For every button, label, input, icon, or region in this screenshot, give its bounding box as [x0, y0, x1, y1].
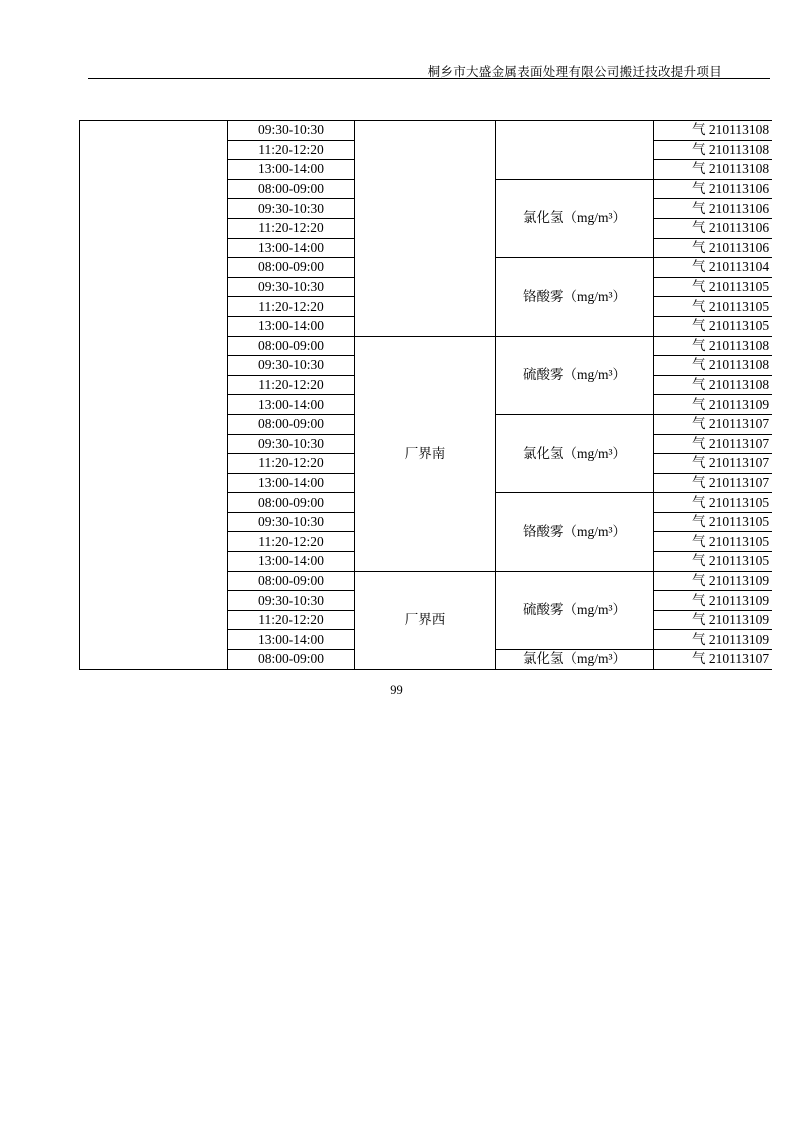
sample-id-cell: 气 210113105	[654, 297, 773, 317]
time-cell: 08:00-09:00	[228, 650, 355, 670]
time-cell: 11:20-12:20	[228, 610, 355, 630]
time-cell: 08:00-09:00	[228, 336, 355, 356]
time-cell: 13:00-14:00	[228, 473, 355, 493]
time-cell: 09:30-10:30	[228, 199, 355, 219]
time-cell: 11:20-12:20	[228, 375, 355, 395]
blank-first-column-cell	[80, 121, 228, 670]
sample-id-cell: 气 210113107	[654, 434, 773, 454]
sample-id-cell: 气 210113107	[654, 473, 773, 493]
time-cell: 13:00-14:00	[228, 316, 355, 336]
monitoring-table	[79, 120, 772, 670]
time-cell: 08:00-09:00	[228, 493, 355, 513]
sample-id-cell: 气 210113108	[654, 336, 773, 356]
sample-id-cell: 气 210113106	[654, 238, 773, 258]
pollutant-cell: 铬酸雾（mg/m³）	[496, 493, 654, 571]
sample-id-cell: 气 210113105	[654, 532, 773, 552]
pollutant-cell: 硫酸雾（mg/m³）	[496, 336, 654, 414]
pollutant-cell: 氯化氢（mg/m³）	[496, 179, 654, 257]
sample-id-cell: 气 210113108	[654, 356, 773, 376]
time-cell: 09:30-10:30	[228, 512, 355, 532]
sample-id-cell: 气 210113105	[654, 512, 773, 532]
table-row	[80, 121, 773, 141]
time-cell: 11:20-12:20	[228, 297, 355, 317]
page-header	[88, 58, 770, 79]
header-title: 桐乡市大盛金属表面处理有限公司搬迁技改提升项目	[427, 65, 722, 79]
sample-id-cell: 气 210113109	[654, 610, 773, 630]
sample-id-cell: 气 210113106	[654, 199, 773, 219]
sample-id-cell: 气 210113105	[654, 552, 773, 572]
time-cell: 08:00-09:00	[228, 179, 355, 199]
sample-id-cell: 气 210113104	[654, 258, 773, 278]
pollutant-cell: 氯化氢（mg/m³）	[496, 650, 654, 670]
time-cell: 09:30-10:30	[228, 356, 355, 376]
pollutant-cell	[496, 121, 654, 180]
time-cell: 13:00-14:00	[228, 630, 355, 650]
time-cell: 13:00-14:00	[228, 552, 355, 572]
location-cell	[355, 121, 496, 337]
monitoring-table-wrapper	[79, 120, 772, 670]
location-cell: 厂界南	[355, 336, 496, 571]
sample-id-cell: 气 210113105	[654, 316, 773, 336]
time-cell: 13:00-14:00	[228, 160, 355, 180]
sample-id-cell: 气 210113109	[654, 630, 773, 650]
sample-id-cell: 气 210113108	[654, 160, 773, 180]
location-cell: 厂界西	[355, 571, 496, 669]
pollutant-cell: 铬酸雾（mg/m³）	[496, 258, 654, 336]
monitoring-table-body	[80, 121, 773, 670]
time-cell: 08:00-09:00	[228, 414, 355, 434]
sample-id-cell: 气 210113108	[654, 121, 773, 141]
time-cell: 11:20-12:20	[228, 454, 355, 474]
sample-id-cell: 气 210113107	[654, 414, 773, 434]
sample-id-cell: 气 210113108	[654, 140, 773, 160]
sample-id-cell: 气 210113106	[654, 179, 773, 199]
sample-id-cell: 气 210113109	[654, 395, 773, 415]
page-number: 99	[390, 683, 403, 697]
time-cell: 11:20-12:20	[228, 218, 355, 238]
sample-id-cell: 气 210113106	[654, 218, 773, 238]
sample-id-cell: 气 210113109	[654, 571, 773, 591]
sample-id-cell: 气 210113107	[654, 650, 773, 670]
time-cell: 09:30-10:30	[228, 277, 355, 297]
time-cell: 11:20-12:20	[228, 532, 355, 552]
time-cell: 08:00-09:00	[228, 571, 355, 591]
sample-id-cell: 气 210113105	[654, 277, 773, 297]
pollutant-cell: 硫酸雾（mg/m³）	[496, 571, 654, 649]
time-cell: 08:00-09:00	[228, 258, 355, 278]
time-cell: 11:20-12:20	[228, 140, 355, 160]
pollutant-cell: 氯化氢（mg/m³）	[496, 414, 654, 492]
sample-id-cell: 气 210113105	[654, 493, 773, 513]
time-cell: 09:30-10:30	[228, 121, 355, 141]
sample-id-cell: 气 210113108	[654, 375, 773, 395]
time-cell: 13:00-14:00	[228, 238, 355, 258]
time-cell: 09:30-10:30	[228, 591, 355, 611]
sample-id-cell: 气 210113109	[654, 591, 773, 611]
sample-id-cell: 气 210113107	[654, 454, 773, 474]
time-cell: 13:00-14:00	[228, 395, 355, 415]
time-cell: 09:30-10:30	[228, 434, 355, 454]
